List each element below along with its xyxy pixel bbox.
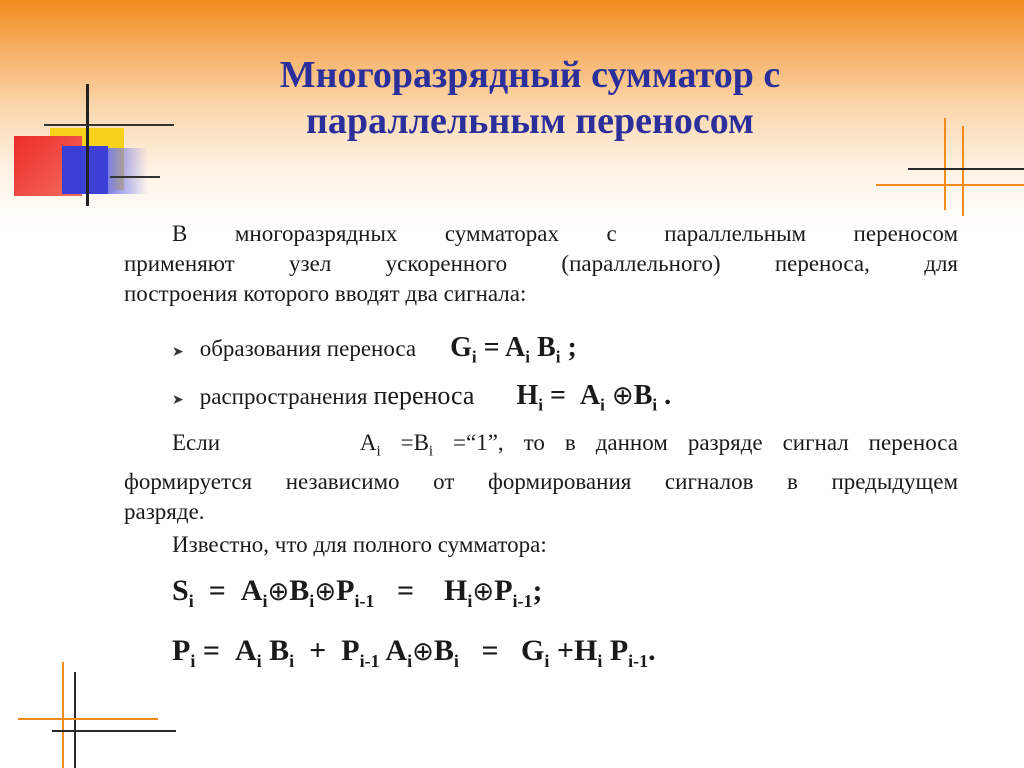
deco-vline-right-1 bbox=[944, 118, 946, 210]
oplus-icon: ⊕ bbox=[314, 577, 337, 607]
formula-carry: $P_i = A_i$ $B_i + P_{i-1}$ $A_i\oplus B_i = G_i +H_i$ $P_{i-1}$. bbox=[172, 634, 656, 671]
deco-hline-right-2 bbox=[908, 168, 1024, 170]
deco-hline-bottom-1 bbox=[18, 718, 158, 720]
known-statement bbox=[124, 530, 958, 560]
condition-paragraph bbox=[124, 428, 958, 527]
bullet-generation-label: образования переноса bbox=[199, 336, 417, 361]
oplus-icon: ⊕ bbox=[472, 577, 495, 607]
oplus-icon: ⊕ bbox=[611, 381, 634, 411]
slide-title-line-2: параллельным переносом bbox=[306, 100, 754, 142]
bullet-generation bbox=[172, 332, 577, 368]
formula-generation: $G_i = A_i$ $B_i$ ; bbox=[450, 332, 577, 367]
intro-line-3: построения которого вводят два сигнала: bbox=[124, 281, 527, 306]
slide-title bbox=[180, 52, 880, 144]
intro-line-1: В многоразрядных сумматорах с параллельным переносом bbox=[172, 221, 958, 246]
intro-line-2: применяют узел ускоренного (параллельного) переноса, для bbox=[124, 251, 958, 276]
oplus-icon: ⊕ bbox=[412, 637, 434, 667]
deco-blue-square bbox=[62, 146, 108, 194]
condition-equality: $A_i =B_i$ =“1”, bbox=[359, 430, 504, 460]
deco-hline-black-2 bbox=[110, 176, 160, 178]
known-line: Известно, что для полного сумматора: bbox=[172, 532, 547, 557]
deco-blue-fade bbox=[108, 148, 148, 194]
oplus-icon: ⊕ bbox=[267, 577, 290, 607]
deco-vline-right-2 bbox=[962, 126, 964, 216]
deco-hline-right-1 bbox=[876, 184, 1024, 186]
condition-lead: Если bbox=[172, 430, 221, 455]
deco-hline-bottom-2 bbox=[52, 730, 176, 732]
deco-vline-bottom-2 bbox=[74, 672, 76, 768]
bullet-arrow-icon: ➤ bbox=[172, 344, 184, 360]
deco-vline-black bbox=[86, 84, 89, 206]
bullet-propagation-label: распространения bbox=[199, 384, 368, 409]
bullet-arrow-icon: ➤ bbox=[172, 392, 184, 408]
formula-propagation: $H_i = A_i$ $\oplus B_i$ . bbox=[516, 380, 672, 415]
slide-title-line-1: Многоразрядный сумматор с bbox=[279, 54, 781, 96]
deco-vline-bottom-1 bbox=[62, 662, 64, 768]
condition-line-1 bbox=[124, 428, 958, 467]
formula-sum: $S_i$ = $A_i\oplus B_i\oplus P_{i-1}$ = $H_i\oplus P_{i-1}$; bbox=[172, 574, 543, 611]
intro-paragraph bbox=[124, 219, 958, 309]
bullet-propagation-label-2: переноса bbox=[373, 381, 475, 410]
condition-line-2: формируется независимо от формирования сигналов в предыдущем bbox=[124, 468, 958, 494]
deco-hline-black bbox=[44, 124, 174, 126]
condition-line-3: разряде. bbox=[124, 498, 205, 524]
bullet-propagation bbox=[172, 380, 671, 416]
condition-rest: то в данном разряде сигнал переноса bbox=[523, 430, 958, 455]
